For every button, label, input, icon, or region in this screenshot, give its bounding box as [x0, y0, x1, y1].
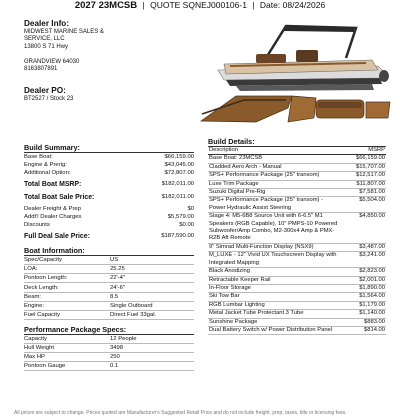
table-header-row	[208, 147, 386, 155]
option-description: In-Floor Storage	[208, 284, 340, 292]
fee-row	[24, 206, 194, 214]
table-row	[208, 301, 386, 309]
option-price: $814.00	[340, 326, 386, 334]
option-price: $2,001.00	[340, 276, 386, 284]
table-row	[208, 189, 386, 197]
fee-row	[24, 222, 194, 230]
build-details-table	[208, 147, 386, 335]
table-row	[208, 252, 386, 268]
summary-value: $66,159.00	[164, 154, 194, 160]
spec-value: Direct Fuel 33gal.	[110, 310, 194, 319]
dealer-address-line: SERVICE, LLC	[24, 36, 65, 43]
quote-header	[0, 0, 400, 12]
spec-label: Pontoon Gauge	[24, 362, 110, 371]
total-msrp-value: $182,011.00	[161, 181, 194, 188]
spec-value: 3498	[110, 343, 194, 352]
spec-label: Engine:	[24, 301, 110, 310]
fee-value: $5,579.00	[167, 213, 194, 220]
spec-label: Capacity	[24, 335, 110, 344]
option-price: $12,517.00	[340, 172, 386, 180]
dealer-po	[24, 86, 174, 103]
summary-label: Base Boat:	[24, 154, 53, 160]
spec-value: 25.25	[110, 265, 194, 274]
option-description: Base Boat: 23MCSB	[208, 155, 340, 163]
boat-information-title: Boat Information:	[24, 246, 194, 256]
table-row	[24, 343, 194, 352]
summary-label: Engine & Prerig:	[24, 161, 67, 168]
option-description: Sunshine Package	[208, 318, 340, 326]
total-sale-value: $182,011.00	[161, 194, 194, 201]
table-row	[24, 310, 194, 319]
option-price: $1,179.00	[340, 301, 386, 309]
table-row	[24, 362, 194, 371]
option-price: $883.00	[340, 318, 386, 326]
header-separator: |	[252, 0, 255, 10]
spec-label: Deck Length:	[24, 283, 110, 292]
spec-value: 8.5	[110, 292, 194, 301]
option-description: SPS+ Performance Package (25" transom)	[208, 172, 340, 180]
table-row	[208, 310, 386, 318]
fee-value: $0.00	[179, 221, 194, 228]
build-details-title: Build Details:	[208, 137, 386, 147]
table-row	[24, 301, 194, 310]
option-price: $4,850.00	[340, 213, 386, 244]
table-row	[208, 180, 386, 188]
table-row	[24, 292, 194, 301]
option-price: $66,159.00	[340, 155, 386, 163]
table-row	[24, 274, 194, 283]
summary-value: $43,045.00	[164, 161, 194, 168]
dealer-phone: 8163807891	[24, 66, 58, 73]
spec-value: 250	[110, 353, 194, 362]
performance-title: Performance Package Specs:	[24, 325, 194, 335]
spec-label: Spec/Capacity	[24, 256, 110, 265]
table-row	[208, 155, 386, 163]
table-row	[208, 276, 386, 284]
spec-label: Beam:	[24, 292, 110, 301]
option-price: $7,581.00	[340, 189, 386, 197]
date-label: Date:	[259, 0, 281, 10]
option-price: $1,890.00	[340, 284, 386, 292]
option-description: Stage 4: M5-6B8 Source Unit with 6-6.5" M1 Speakers (RGB Capable), 10" PMPS-10 Powered Subwoofer/Amp Combo, M2-300x4 Amp & PMX-R2B Aft Remote	[208, 213, 340, 244]
performance-table	[24, 335, 194, 371]
pontoon-boat-image	[196, 18, 394, 128]
left-column	[24, 143, 194, 371]
dealer-po-value: BT2527 / Stock 23	[24, 96, 74, 102]
table-row	[208, 243, 386, 251]
table-row	[208, 326, 386, 334]
fee-label: Addt'l Dealer Charges	[24, 213, 82, 220]
fee-label: Dealer Freight & Prep	[24, 205, 81, 212]
summary-row	[24, 170, 194, 178]
spec-label: LOA:	[24, 265, 110, 274]
option-description: Cladded Aero Arch - Manual	[208, 163, 340, 171]
summary-row	[24, 154, 194, 162]
spec-value: 22'-4"	[110, 274, 194, 283]
option-description: Luxe Trim Package	[208, 180, 340, 188]
quote-date: 08/24/2026	[282, 0, 326, 10]
option-description: Metal Jacket Tube Protectant 3 Tube	[208, 310, 340, 318]
total-msrp-label: Total Boat MSRP:	[24, 181, 82, 189]
total-sale-label: Total Boat Sale Price:	[24, 194, 95, 202]
summary-value: $72,807.00	[164, 169, 194, 176]
boat-information-table	[24, 256, 194, 320]
dealer-info-title: Dealer Info:	[24, 19, 70, 28]
option-description: 9" Simrad Multi-Function Display (NSX9)	[208, 243, 340, 251]
table-row	[208, 318, 386, 326]
dealer-address-line: MIDWEST MARINE SALES &	[24, 29, 104, 35]
table-row	[208, 268, 386, 276]
table-row	[24, 353, 194, 362]
fee-value: $0	[187, 205, 194, 212]
table-row	[208, 293, 386, 301]
summary-label: Additional Option:	[24, 169, 71, 176]
total-msrp-row	[24, 181, 194, 190]
right-column	[208, 137, 386, 335]
spec-label: Hull Weight	[24, 343, 110, 352]
spec-value: 12 People	[110, 335, 194, 344]
option-price: $2,823.00	[340, 268, 386, 276]
full-sale-value: $187,590.00	[161, 233, 194, 240]
table-row	[24, 335, 194, 344]
spec-value: Single Outboard	[110, 301, 194, 310]
option-description: SPS+ Performance Package (25" transom) - Power Hydraulic Assist Steering	[208, 197, 340, 213]
column-header-description: Description	[208, 147, 340, 155]
header-separator: |	[142, 0, 145, 10]
table-row	[208, 284, 386, 292]
table-row	[24, 256, 194, 265]
option-description: M_LUXE - 12" Vivid UX Touchscreen Display with Integrated Mapping	[208, 252, 340, 268]
spec-value: US	[110, 256, 194, 265]
spec-value: 24'-6"	[110, 283, 194, 292]
table-row	[208, 213, 386, 244]
option-description: Dual Battery Switch w/ Power Distribution Panel	[208, 326, 340, 334]
boat-images	[196, 18, 394, 128]
dealer-address-line: 13800 S 71 Hwy	[24, 43, 69, 50]
option-price: $1,140.00	[340, 310, 386, 318]
spec-label: Pontoon Length:	[24, 274, 110, 283]
disclaimer-text: All prices are subject to change. Prices quoted are Manufacturer's Suggested Retail Price and do not include freight, prep, taxes, title or licensing fees.	[14, 410, 347, 416]
table-row	[208, 197, 386, 213]
table-row	[24, 265, 194, 274]
fee-row	[24, 214, 194, 222]
build-summary-title: Build Summary:	[24, 143, 194, 153]
option-description: Suzuki Digital Pre-Rig	[208, 189, 340, 197]
table-row	[24, 283, 194, 292]
summary-row	[24, 162, 194, 170]
full-sale-label: Full Deal Sale Price:	[24, 233, 90, 241]
spec-value: 0.1	[110, 362, 194, 371]
full-sale-row	[24, 233, 194, 242]
dealer-address-line	[24, 51, 194, 58]
option-price: $11,807.00	[340, 180, 386, 188]
fee-label: Discounts	[24, 221, 50, 228]
quote-number: QUOTE SQNEJ000106-1	[150, 0, 247, 10]
total-sale-row	[24, 194, 194, 203]
spec-label: Fuel Capacity	[24, 310, 110, 319]
option-price: $3,241.00	[340, 252, 386, 268]
option-price: $1,564.00	[340, 293, 386, 301]
dealer-address-line: GRANDVIEW 64030	[24, 58, 80, 65]
option-description: RGB Lumbar Lighting	[208, 301, 340, 309]
option-description: Retractable Keeper Rail	[208, 276, 340, 284]
option-price: $5,504.00	[340, 197, 386, 213]
column-header-msrp: MSRP	[340, 147, 386, 155]
dealer-info	[24, 19, 194, 73]
option-description: Black Anodizing	[208, 268, 340, 276]
table-row	[208, 172, 386, 180]
option-price: $3,487.00	[340, 243, 386, 251]
option-description: Ski Tow Bar	[208, 293, 340, 301]
spec-label: Max HP	[24, 353, 110, 362]
model-name: 2027 23MCSB	[74, 0, 138, 11]
option-price: $15,707.00	[340, 163, 386, 171]
dealer-po-title: Dealer PO:	[24, 86, 66, 95]
table-row	[208, 163, 386, 171]
